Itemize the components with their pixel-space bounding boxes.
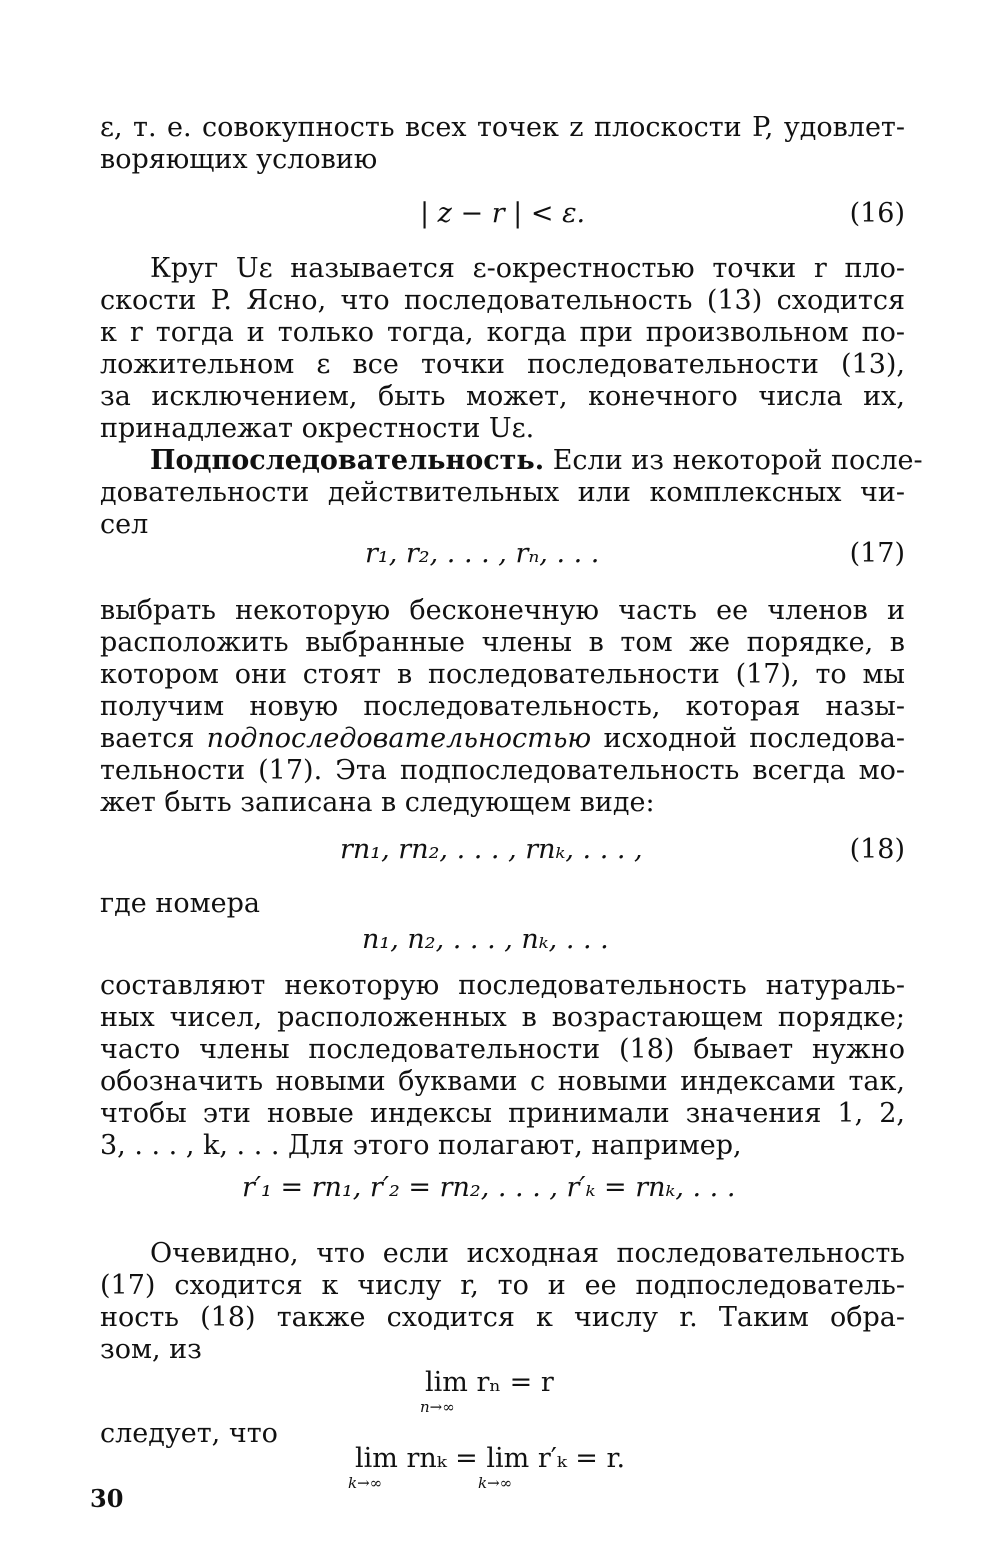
text-line: ных чисел, расположенных в возрастающем порядке; [100, 1002, 905, 1033]
text-line: сел [100, 509, 149, 540]
text-line: Круг Uε называется ε-окрестностью точки r пло- [150, 253, 905, 284]
text-line: следует, что [100, 1418, 278, 1449]
text-line: выбрать некоторую бесконечную часть ее членов и [100, 595, 905, 626]
text-line: жет быть записана в следующем виде: [100, 787, 655, 818]
text-line: ложительном ε все точки последовательности (13), [100, 349, 905, 380]
text-line: расположить выбранные члены в том же порядке, в [100, 627, 905, 658]
text-line: котором они стоят в последовательности (17), то мы [100, 659, 905, 690]
text-line: чтобы эти новые индексы принимали значения 1, 2, [100, 1098, 905, 1129]
text-line: скости P. Ясно, что последовательность (13) сходится [100, 285, 905, 316]
emphasized-term: подпоследовательностью [206, 723, 592, 754]
text-line: составляют некоторую последовательность натураль- [100, 970, 905, 1001]
limit-subscript: k→∞ [478, 1474, 513, 1492]
limit-subscript: k→∞ [348, 1474, 383, 1492]
formula-17: r₁, r₂, . . . , rₙ, . . . [365, 538, 600, 569]
formula-limit-rn: lim rₙ = r [425, 1367, 554, 1398]
text-line: вается подпоследовательностью исходной последова- [100, 723, 905, 754]
limit-subscript: n→∞ [420, 1398, 455, 1416]
text-line: за исключением, быть может, конечного числа их, [100, 381, 905, 412]
text-line: обозначить новыми буквами с новыми индексами так, [100, 1066, 905, 1097]
text-line: к r тогда и только тогда, когда при произвольном по- [100, 317, 905, 348]
text-line: принадлежат окрестности Uε. [100, 413, 535, 444]
formula-renaming: r′₁ = rn₁, r′₂ = rn₂, . . . , r′ₖ = rnₖ, . . . [242, 1172, 736, 1203]
equation-number-16: (16) [849, 198, 905, 229]
text-line: получим новую последовательность, которая назы- [100, 691, 905, 722]
text-line: зом, из [100, 1334, 202, 1365]
text-line: ность (18) также сходится к числу r. Таким обра- [100, 1302, 905, 1333]
text-line: ε, т. е. совокупность всех точек z плоскости P, удовлет- [100, 112, 905, 143]
text-line: часто члены последовательности (18) бывает нужно [100, 1034, 905, 1065]
text-line: довательности действительных или комплексных чи- [100, 477, 905, 508]
formula-limit-subsequence: lim rnₖ = lim r′ₖ = r. [355, 1443, 626, 1474]
equation-number-18: (18) [849, 834, 905, 865]
formula-n-indices: n₁, n₂, . . . , nₖ, . . . [362, 924, 609, 955]
text-line: Подпоследовательность. Если из некоторой после- [150, 445, 923, 476]
text-line: тельности (17). Эта подпоследовательность всегда мо- [100, 755, 905, 786]
text-line: воряющих условию [100, 144, 378, 175]
text-line: Очевидно, что если исходная последовательность [150, 1238, 905, 1269]
formula-16: | z − r | < ε. [420, 198, 586, 229]
text-line: где номера [100, 888, 260, 919]
text-line: 3, . . . , k, . . . Для этого полагают, например, [100, 1130, 742, 1161]
formula-18: rn₁, rn₂, . . . , rnₖ, . . . , [340, 834, 643, 865]
page-number: 30 [90, 1484, 124, 1513]
equation-number-17: (17) [849, 538, 905, 569]
section-heading: Подпоследовательность. [150, 445, 545, 476]
text-line: (17) сходится к числу r, то и ее подпоследователь- [100, 1270, 905, 1301]
